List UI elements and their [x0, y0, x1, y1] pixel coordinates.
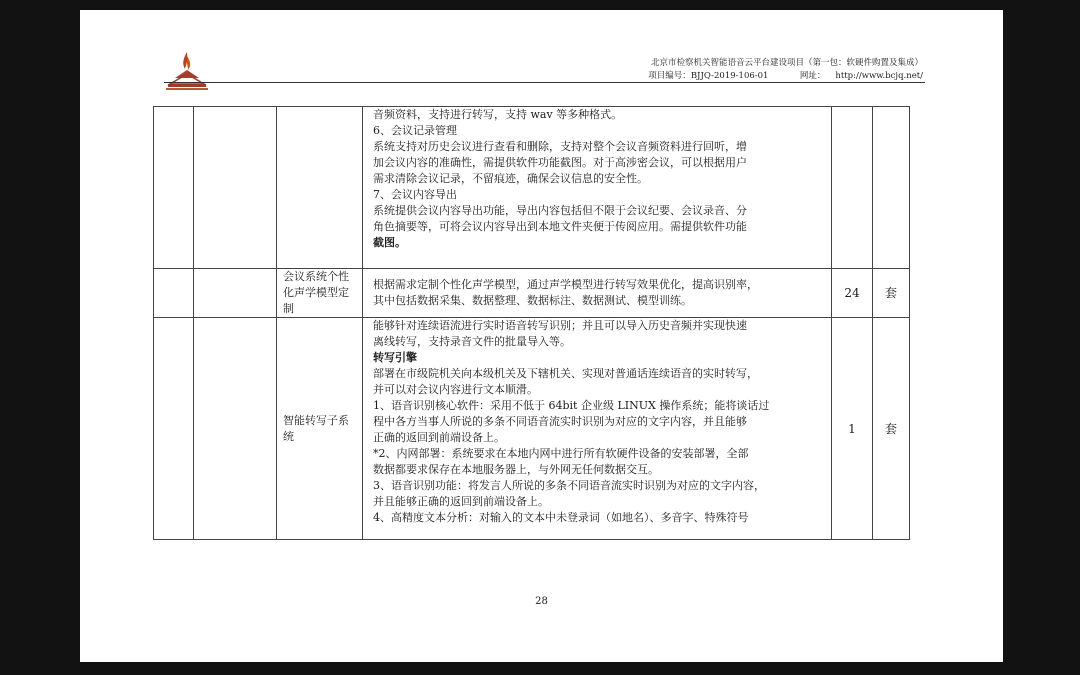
description-line: 根据需求定制个性化声学模型，通过声学模型进行转写效果优化，提高识别率， — [373, 278, 758, 291]
description-line: 截图。 — [373, 236, 406, 249]
header-divider — [164, 82, 925, 83]
page-header — [648, 57, 923, 83]
page-number: 28 — [535, 596, 548, 607]
procuratorate-emblem-icon — [164, 50, 210, 92]
project-title: 北京市检察机关智能语音云平台建设项目（第一包：软硬件购置及集成） — [650, 58, 923, 68]
unit-cell — [873, 107, 910, 269]
unit-cell: 套 — [873, 269, 910, 318]
item-description-cell — [363, 318, 832, 540]
item-description-cell — [363, 269, 832, 318]
description-line: 系统提供会议内容导出功能，导出内容包括但不限于会议纪要、会议录音、分 — [373, 204, 747, 217]
description-line: 系统支持对历史会议进行查看和删除，支持对整个会议音频资料进行回听，增 — [373, 140, 747, 153]
index-cell — [154, 269, 194, 318]
table-row — [154, 269, 910, 318]
item-name-cell: 智能转写子系统 — [277, 318, 363, 540]
description-line: 正确的返回到前端设备上。 — [373, 431, 505, 444]
project-number: BJJQ-2019-106-01 — [690, 71, 769, 81]
category-cell — [194, 107, 277, 269]
website-url: http://www.bcjq.net/ — [835, 71, 923, 81]
category-cell — [194, 269, 277, 318]
description-line: 音频资料，支持进行转写，支持 wav 等多种格式。 — [373, 108, 623, 121]
description-line: 需求清除会议记录，不留痕迹，确保会议信息的安全性。 — [373, 172, 648, 185]
project-meta: 项目编号：BJJQ-2019-106-01 网址： http://www.bcjq.net/ — [648, 71, 923, 81]
table-row — [154, 318, 910, 540]
quantity-cell: 1 — [832, 318, 873, 540]
description-line: *2、内网部署：系统要求在本地内网中进行所有软硬件设备的安装部署，全部 — [373, 447, 749, 460]
description-line: 1、语音识别核心软件：采用不低于 64bit 企业级 LINUX 操作系统；能将谈话过 — [373, 399, 770, 412]
description-line: 程中各方当事人所说的多条不同语音流实时识别为对应的文字内容，并且能够 — [373, 415, 747, 428]
description-line: 4、高精度文本分析：对输入的文本中未登录词（如地名）、多音字、特殊符号 — [373, 511, 749, 524]
index-cell — [154, 318, 194, 540]
description-line: 6、会议记录管理 — [373, 124, 457, 137]
item-name-cell: 会议系统个性化声学模型定制 — [277, 269, 363, 318]
unit-cell: 套 — [873, 318, 910, 540]
description-line: 数据都要求保存在本地服务器上，与外网无任何数据交互。 — [373, 463, 659, 476]
description-line: 角色摘要等，可将会议内容导出到本地文件夹便于传阅应用。需提供软件功能 — [373, 220, 747, 233]
category-cell — [194, 318, 277, 540]
procurement-spec-table — [153, 106, 910, 540]
description-line: 3、语音识别功能：将发言人所说的多条不同语音流实时识别为对应的文字内容， — [373, 479, 765, 492]
description-line: 并且能够正确的返回到前端设备上。 — [373, 495, 549, 508]
description-line: 其中包括数据采集、数据整理、数据标注、数据测试、模型训练。 — [373, 294, 692, 307]
description-line: 加会议内容的准确性，需提供软件功能截图。对于高涉密会议，可以根据用户 — [373, 156, 747, 169]
description-line: 转写引擎 — [373, 351, 417, 364]
description-line: 并可以对会议内容进行文本顺滑。 — [373, 383, 538, 396]
description-line: 能够针对连续语流进行实时语音转写识别；并且可以导入历史音频并实现快速 — [373, 319, 747, 332]
quantity-cell — [832, 107, 873, 269]
description-line: 离线转写，支持录音文件的批量导入等。 — [373, 335, 571, 348]
item-name-cell — [277, 107, 363, 269]
description-line: 部署在市级院机关向本级机关及下辖机关、实现对普通话连续语音的实时转写， — [373, 367, 758, 380]
table-row — [154, 107, 910, 269]
document-page — [80, 10, 1003, 662]
quantity-cell: 24 — [832, 269, 873, 318]
item-description-cell — [363, 107, 832, 269]
description-line: 7、会议内容导出 — [373, 188, 457, 201]
index-cell — [154, 107, 194, 269]
